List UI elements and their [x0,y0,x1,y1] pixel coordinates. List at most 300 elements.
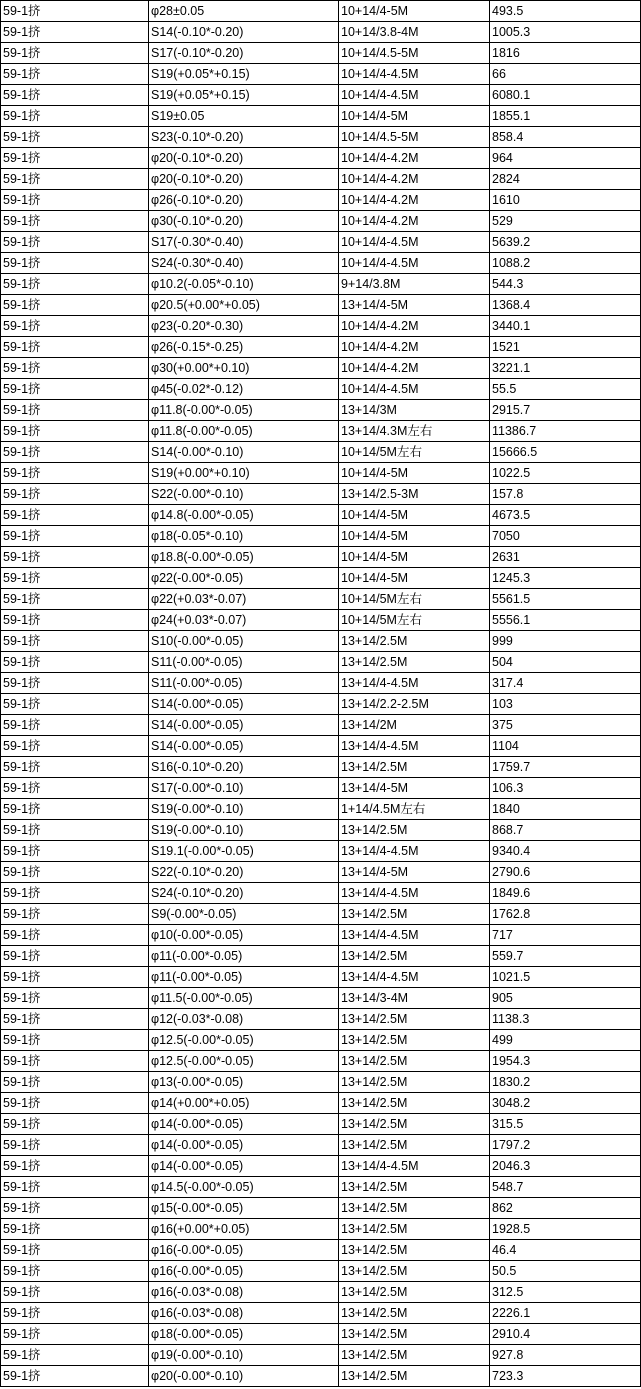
spec-cell: φ18(-0.05*-0.10) [149,526,339,547]
spec-cell: φ15(-0.00*-0.05) [149,1198,339,1219]
length-cell: 13+14/2.5M [339,1324,490,1345]
material-cell: 59-1挤 [1,799,149,820]
material-cell: 59-1挤 [1,883,149,904]
material-cell: 59-1挤 [1,22,149,43]
spec-cell: S17(-0.00*-0.10) [149,778,339,799]
material-cell: 59-1挤 [1,967,149,988]
weight-cell: 2915.7 [490,400,641,421]
length-cell: 13+14/2.5M [339,1072,490,1093]
length-cell: 13+14/2.5M [339,946,490,967]
weight-cell: 2631 [490,547,641,568]
material-cell: 59-1挤 [1,568,149,589]
table-row [1,1030,641,1051]
spec-cell: S19(+0.05*+0.15) [149,85,339,106]
table-row [1,43,641,64]
material-cell: 59-1挤 [1,1303,149,1324]
weight-cell: 5556.1 [490,610,641,631]
table-row [1,883,641,904]
length-cell: 10+14/4-5M [339,568,490,589]
table-row [1,190,641,211]
weight-cell: 504 [490,652,641,673]
weight-cell: 4673.5 [490,505,641,526]
material-cell: 59-1挤 [1,673,149,694]
table-row [1,484,641,505]
table-row [1,904,641,925]
material-cell: 59-1挤 [1,1,149,22]
weight-cell: 493.5 [490,1,641,22]
weight-cell: 1759.7 [490,757,641,778]
spec-cell: φ26(-0.10*-0.20) [149,190,339,211]
table-row [1,778,641,799]
spec-cell: S19(+0.05*+0.15) [149,64,339,85]
weight-cell: 1849.6 [490,883,641,904]
weight-cell: 1021.5 [490,967,641,988]
weight-cell: 1830.2 [490,1072,641,1093]
material-cell: 59-1挤 [1,1177,149,1198]
material-cell: 59-1挤 [1,232,149,253]
material-cell: 59-1挤 [1,946,149,967]
table-row [1,988,641,1009]
material-cell: 59-1挤 [1,1009,149,1030]
weight-cell: 548.7 [490,1177,641,1198]
spec-cell: φ14(-0.00*-0.05) [149,1135,339,1156]
material-cell: 59-1挤 [1,1345,149,1366]
weight-cell: 1762.8 [490,904,641,925]
spec-cell: S17(-0.30*-0.40) [149,232,339,253]
weight-cell: 317.4 [490,673,641,694]
table-body [1,1,641,1387]
weight-cell: 6080.1 [490,85,641,106]
length-cell: 9+14/3.8M [339,274,490,295]
length-cell: 10+14/4-4.2M [339,148,490,169]
spec-cell: φ22(+0.03*-0.07) [149,589,339,610]
table-row [1,358,641,379]
spec-cell: φ18.8(-0.00*-0.05) [149,547,339,568]
spec-cell: φ20(-0.10*-0.20) [149,169,339,190]
weight-cell: 1840 [490,799,641,820]
table-row [1,925,641,946]
length-cell: 13+14/4-4.5M [339,673,490,694]
material-cell: 59-1挤 [1,820,149,841]
material-cell: 59-1挤 [1,274,149,295]
spec-cell: φ16(-0.00*-0.05) [149,1261,339,1282]
spec-cell: S11(-0.00*-0.05) [149,652,339,673]
material-cell: 59-1挤 [1,1114,149,1135]
weight-cell: 2790.6 [490,862,641,883]
table-row [1,232,641,253]
spec-cell: φ20(-0.00*-0.10) [149,1366,339,1387]
weight-cell: 3221.1 [490,358,641,379]
length-cell: 10+14/4-5M [339,463,490,484]
length-cell: 10+14/4-4.5M [339,64,490,85]
weight-cell: 999 [490,631,641,652]
spec-cell: φ11.8(-0.00*-0.05) [149,421,339,442]
weight-cell: 7050 [490,526,641,547]
material-cell: 59-1挤 [1,736,149,757]
table-row [1,1156,641,1177]
length-cell: 13+14/2.5M [339,1240,490,1261]
weight-cell: 1954.3 [490,1051,641,1072]
table-row [1,1093,641,1114]
table-row [1,253,641,274]
weight-cell: 544.3 [490,274,641,295]
spec-cell: φ11(-0.00*-0.05) [149,967,339,988]
material-cell: 59-1挤 [1,43,149,64]
table-row [1,652,641,673]
material-cell: 59-1挤 [1,841,149,862]
spec-cell: φ24(+0.03*-0.07) [149,610,339,631]
spec-cell: φ23(-0.20*-0.30) [149,316,339,337]
spec-cell: φ16(-0.00*-0.05) [149,1240,339,1261]
length-cell: 13+14/2.5M [339,1345,490,1366]
length-cell: 10+14/4-5M [339,1,490,22]
spec-cell: φ20(-0.10*-0.20) [149,148,339,169]
length-cell: 13+14/4-5M [339,862,490,883]
material-cell: 59-1挤 [1,1240,149,1261]
spec-cell: S14(-0.00*-0.05) [149,715,339,736]
spec-cell: S19±0.05 [149,106,339,127]
spec-cell: φ14(-0.00*-0.05) [149,1114,339,1135]
length-cell: 10+14/4-4.2M [339,316,490,337]
material-cell: 59-1挤 [1,1072,149,1093]
spec-cell: S23(-0.10*-0.20) [149,127,339,148]
material-cell: 59-1挤 [1,463,149,484]
material-cell: 59-1挤 [1,253,149,274]
spec-cell: φ14.5(-0.00*-0.05) [149,1177,339,1198]
weight-cell: 9340.4 [490,841,641,862]
spec-cell: φ11.8(-0.00*-0.05) [149,400,339,421]
table-row [1,715,641,736]
table-row [1,1303,641,1324]
table-row [1,610,641,631]
weight-cell: 2824 [490,169,641,190]
table-row [1,1282,641,1303]
weight-cell: 3440.1 [490,316,641,337]
weight-cell: 50.5 [490,1261,641,1282]
weight-cell: 1610 [490,190,641,211]
material-cell: 59-1挤 [1,505,149,526]
weight-cell: 2226.1 [490,1303,641,1324]
spec-cell: S19(-0.00*-0.10) [149,799,339,820]
table-row [1,967,641,988]
weight-cell: 1368.4 [490,295,641,316]
length-cell: 10+14/4-4.2M [339,190,490,211]
material-cell: 59-1挤 [1,694,149,715]
length-cell: 13+14/4-4.5M [339,925,490,946]
table-row [1,799,641,820]
length-cell: 13+14/4-4.5M [339,967,490,988]
length-cell: 13+14/4-5M [339,295,490,316]
spec-cell: S17(-0.10*-0.20) [149,43,339,64]
material-cell: 59-1挤 [1,85,149,106]
length-cell: 10+14/4.5-5M [339,127,490,148]
weight-cell: 1797.2 [490,1135,641,1156]
weight-cell: 157.8 [490,484,641,505]
material-cell: 59-1挤 [1,1135,149,1156]
length-cell: 13+14/2.5M [339,757,490,778]
weight-cell: 559.7 [490,946,641,967]
length-cell: 13+14/2.5M [339,1303,490,1324]
spec-cell: φ10(-0.00*-0.05) [149,925,339,946]
length-cell: 13+14/4.3M左右 [339,421,490,442]
table-row [1,169,641,190]
weight-cell: 1816 [490,43,641,64]
length-cell: 13+14/2.2-2.5M [339,694,490,715]
table-row [1,295,641,316]
table-row [1,1240,641,1261]
weight-cell: 106.3 [490,778,641,799]
table-row [1,1345,641,1366]
material-cell: 59-1挤 [1,778,149,799]
length-cell: 10+14/4-4.5M [339,232,490,253]
material-cell: 59-1挤 [1,1051,149,1072]
material-cell: 59-1挤 [1,64,149,85]
material-cell: 59-1挤 [1,1282,149,1303]
material-cell: 59-1挤 [1,862,149,883]
material-cell: 59-1挤 [1,589,149,610]
weight-cell: 46.4 [490,1240,641,1261]
material-cell: 59-1挤 [1,484,149,505]
length-cell: 10+14/5M左右 [339,589,490,610]
material-cell: 59-1挤 [1,190,149,211]
weight-cell: 3048.2 [490,1093,641,1114]
spec-cell: φ16(-0.03*-0.08) [149,1282,339,1303]
length-cell: 13+14/2.5M [339,1282,490,1303]
table-row [1,589,641,610]
length-cell: 13+14/2.5M [339,652,490,673]
length-cell: 10+14/4-4.2M [339,169,490,190]
spec-cell: S14(-0.00*-0.10) [149,442,339,463]
material-cell: 59-1挤 [1,127,149,148]
table-row [1,337,641,358]
table-row [1,1177,641,1198]
material-cell: 59-1挤 [1,1156,149,1177]
spec-cell: φ12.5(-0.00*-0.05) [149,1030,339,1051]
table-row [1,1261,641,1282]
spec-cell: S9(-0.00*-0.05) [149,904,339,925]
table-row [1,22,641,43]
spec-cell: S19(-0.00*-0.10) [149,820,339,841]
length-cell: 13+14/2.5-3M [339,484,490,505]
table-row [1,211,641,232]
spec-cell: φ18(-0.00*-0.05) [149,1324,339,1345]
table-row [1,127,641,148]
table-row [1,673,641,694]
length-cell: 13+14/2.5M [339,1219,490,1240]
weight-cell: 1521 [490,337,641,358]
weight-cell: 1022.5 [490,463,641,484]
table-row [1,1198,641,1219]
table-row [1,1366,641,1387]
spec-cell: φ10.2(-0.05*-0.10) [149,274,339,295]
weight-cell: 1138.3 [490,1009,641,1030]
length-cell: 13+14/2.5M [339,631,490,652]
length-cell: 13+14/4-4.5M [339,736,490,757]
table-row [1,736,641,757]
material-cell: 59-1挤 [1,610,149,631]
weight-cell: 723.3 [490,1366,641,1387]
length-cell: 10+14/4-4.5M [339,85,490,106]
material-cell: 59-1挤 [1,400,149,421]
spec-cell: φ30(-0.10*-0.20) [149,211,339,232]
weight-cell: 858.4 [490,127,641,148]
length-cell: 10+14/4-5M [339,526,490,547]
table-row [1,505,641,526]
length-cell: 1+14/4.5M左右 [339,799,490,820]
table-row [1,547,641,568]
weight-cell: 1245.3 [490,568,641,589]
length-cell: 13+14/2.5M [339,1135,490,1156]
weight-cell: 1928.5 [490,1219,641,1240]
spec-cell: φ16(-0.03*-0.08) [149,1303,339,1324]
material-cell: 59-1挤 [1,358,149,379]
weight-cell: 1104 [490,736,641,757]
spec-cell: S19(+0.00*+0.10) [149,463,339,484]
material-cell: 59-1挤 [1,211,149,232]
weight-cell: 55.5 [490,379,641,400]
length-cell: 10+14/5M左右 [339,610,490,631]
material-cell: 59-1挤 [1,1324,149,1345]
length-cell: 10+14/4-4.5M [339,253,490,274]
spec-cell: φ19(-0.00*-0.10) [149,1345,339,1366]
material-cell: 59-1挤 [1,1030,149,1051]
table-row [1,274,641,295]
material-cell: 59-1挤 [1,337,149,358]
weight-cell: 2046.3 [490,1156,641,1177]
weight-cell: 11386.7 [490,421,641,442]
table-row [1,400,641,421]
table-row [1,862,641,883]
spec-cell: φ14.8(-0.00*-0.05) [149,505,339,526]
length-cell: 13+14/2.5M [339,1261,490,1282]
length-cell: 10+14/3.8-4M [339,22,490,43]
table-row [1,442,641,463]
weight-cell: 905 [490,988,641,1009]
length-cell: 13+14/4-4.5M [339,841,490,862]
spec-cell: φ22(-0.00*-0.05) [149,568,339,589]
spec-cell: φ13(-0.00*-0.05) [149,1072,339,1093]
spec-cell: S22(-0.10*-0.20) [149,862,339,883]
table-row [1,463,641,484]
weight-cell: 375 [490,715,641,736]
weight-cell: 868.7 [490,820,641,841]
weight-cell: 312.5 [490,1282,641,1303]
weight-cell: 1005.3 [490,22,641,43]
weight-cell: 1088.2 [490,253,641,274]
table-row [1,757,641,778]
table-row [1,1,641,22]
weight-cell: 15666.5 [490,442,641,463]
weight-cell: 315.5 [490,1114,641,1135]
material-cell: 59-1挤 [1,757,149,778]
table-row [1,85,641,106]
length-cell: 13+14/2.5M [339,1198,490,1219]
length-cell: 10+14/4-4.2M [339,358,490,379]
spec-cell: φ12.5(-0.00*-0.05) [149,1051,339,1072]
weight-cell: 862 [490,1198,641,1219]
length-cell: 10+14/4-4.5M [339,379,490,400]
length-cell: 10+14/5M左右 [339,442,490,463]
table-row [1,841,641,862]
table-row [1,1219,641,1240]
length-cell: 13+14/2.5M [339,1051,490,1072]
length-cell: 13+14/4-4.5M [339,883,490,904]
material-cell: 59-1挤 [1,169,149,190]
length-cell: 13+14/3-4M [339,988,490,1009]
length-cell: 10+14/4.5-5M [339,43,490,64]
weight-cell: 927.8 [490,1345,641,1366]
weight-cell: 5561.5 [490,589,641,610]
table-row [1,1324,641,1345]
spec-cell: S11(-0.00*-0.05) [149,673,339,694]
material-cell: 59-1挤 [1,316,149,337]
table-row [1,820,641,841]
spec-cell: φ30(+0.00*+0.10) [149,358,339,379]
spec-cell: S24(-0.10*-0.20) [149,883,339,904]
spec-cell: φ14(+0.00*+0.05) [149,1093,339,1114]
material-cell: 59-1挤 [1,652,149,673]
spec-cell: φ11(-0.00*-0.05) [149,946,339,967]
length-cell: 13+14/2M [339,715,490,736]
length-cell: 13+14/2.5M [339,1009,490,1030]
length-cell: 13+14/2.5M [339,904,490,925]
spec-cell: S16(-0.10*-0.20) [149,757,339,778]
material-cell: 59-1挤 [1,925,149,946]
table-row [1,1009,641,1030]
weight-cell: 1855.1 [490,106,641,127]
length-cell: 10+14/4-5M [339,547,490,568]
spec-cell: S10(-0.00*-0.05) [149,631,339,652]
material-cell: 59-1挤 [1,904,149,925]
length-cell: 13+14/2.5M [339,1030,490,1051]
spec-cell: φ28±0.05 [149,1,339,22]
spec-cell: φ20.5(+0.00*+0.05) [149,295,339,316]
weight-cell: 964 [490,148,641,169]
table-row [1,148,641,169]
length-cell: 13+14/4-5M [339,778,490,799]
table-row [1,316,641,337]
material-cell: 59-1挤 [1,106,149,127]
table-row [1,1051,641,1072]
spec-cell: φ16(+0.00*+0.05) [149,1219,339,1240]
spec-cell: φ14(-0.00*-0.05) [149,1156,339,1177]
weight-cell: 5639.2 [490,232,641,253]
length-cell: 13+14/4-4.5M [339,1156,490,1177]
length-cell: 13+14/2.5M [339,820,490,841]
spec-cell: φ11.5(-0.00*-0.05) [149,988,339,1009]
weight-cell: 499 [490,1030,641,1051]
weight-cell: 66 [490,64,641,85]
table-row [1,631,641,652]
material-cell: 59-1挤 [1,1093,149,1114]
material-cell: 59-1挤 [1,1261,149,1282]
table-row [1,694,641,715]
table-row [1,379,641,400]
spec-cell: S14(-0.00*-0.05) [149,736,339,757]
length-cell: 10+14/4-5M [339,106,490,127]
material-cell: 59-1挤 [1,631,149,652]
length-cell: 13+14/2.5M [339,1366,490,1387]
weight-cell: 717 [490,925,641,946]
length-cell: 13+14/3M [339,400,490,421]
table-row [1,1072,641,1093]
table-row [1,1114,641,1135]
length-cell: 10+14/4-4.2M [339,337,490,358]
spec-cell: φ26(-0.15*-0.25) [149,337,339,358]
table-row [1,568,641,589]
weight-cell: 529 [490,211,641,232]
material-cell: 59-1挤 [1,547,149,568]
